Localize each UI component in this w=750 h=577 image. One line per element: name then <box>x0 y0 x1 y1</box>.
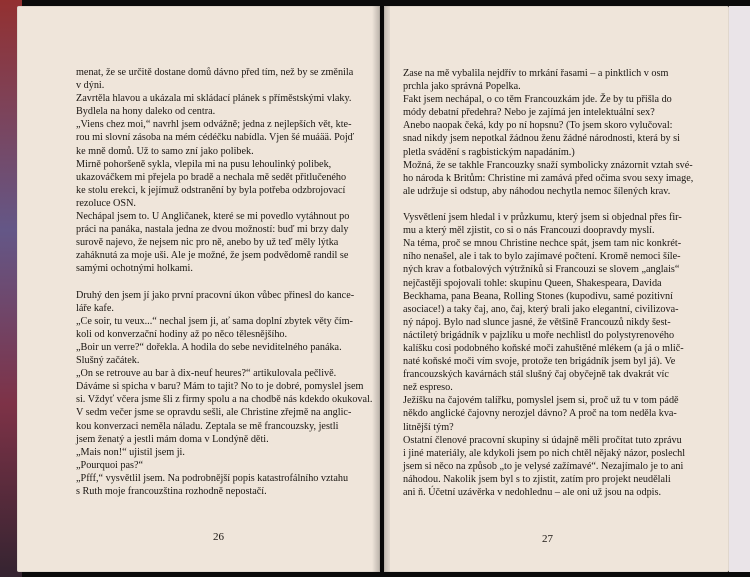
text-line: ho národa k Britům: Christine mi zamává před očima svou sexy image, <box>403 172 694 184</box>
right-page-text <box>403 67 694 499</box>
text-line: mu a který měl zjistit, co si o nás Francouzi doopravdy myslí. <box>403 225 655 237</box>
text-line: surově najevo, že nejsem nic pro ně, anebo by už teď měly lýtka <box>76 237 339 249</box>
text-line: „On se retrouve au bar à dix-neuf heures?“ artikulovala pečlivě. <box>76 368 337 380</box>
text-line: Vysvětlení jsem hledal i v průzkumu, který jsem si objednal přes fir- <box>403 212 682 224</box>
text-line: rou mi slovní zásoba na mém cédéčku nabídla. Vjen šé muáää. Pojď <box>76 132 355 144</box>
text-line: koli od konverzační hodiny až po něco tělesnějšího. <box>76 328 288 340</box>
text-line: ný nápoj. Bylo nad slunce jasné, že většině Francouzů nikdy šest- <box>403 316 671 328</box>
text-line: Mirně pohoršeně sykla, vlepila mi na pusu lehoulinký polibek, <box>76 158 332 170</box>
text-line: i jiné materiály, ale kdykoli jsem po nich chtěl nějaký názor, poslechl <box>403 447 686 459</box>
text-line: ke mně domů. Už to samo zní jako polibek. <box>76 145 254 157</box>
text-line: „Boir un verre?“ dořekla. A hodila do sebe neviditelného panáka. <box>76 341 342 353</box>
text-line: ani ň. Účetní uzávěrka v nedohlednu – ale oni už jsou na odpis. <box>403 487 662 498</box>
text-line: Bydlela na hony daleko od centra. <box>76 106 216 118</box>
left-page-number: 26 <box>213 531 224 543</box>
text-line: menat, že se určitě dostane domů dávno před tím, než by se změnila <box>76 67 354 78</box>
text-line: kou konverzaci neměla náladu. Zeptala se mě francouzsky, jestli <box>76 420 339 432</box>
text-line: Zase na mě vybalila nejdřív to mrkání řasami – a pinktlich v osm <box>403 68 669 79</box>
text-line: V sedm večer jsme se opravdu sešli, ale Christine zřejmě na anglic- <box>76 407 352 419</box>
text-line: ných krav a fotbalových výtržníků si Francouzi se slovem „anglais“ <box>403 264 680 276</box>
text-line: „Viens chez moi,“ navrhl jsem odvážně; jedna z nejlepších vět, kte- <box>76 119 352 131</box>
text-line: „Pfff,“ vysvětlil jsem. Na podrobnější popis katastrofálního vztahu <box>76 472 349 484</box>
text-line: než espreso. <box>403 382 453 394</box>
text-line: naté koňské moči vím svoje, protože ten brigádník jsem byl já). Ve <box>403 356 676 368</box>
left-page-text <box>76 66 373 498</box>
text-line: asociace!) a taky čaj, ano, čaj, který brali jako elegantní, civilizova- <box>403 303 679 315</box>
text-line: litnější tým? <box>403 421 454 433</box>
text-line: Zavrtěla hlavou a ukázala mi skládací plánek s příměstskými vlaky. <box>76 93 352 105</box>
text-line <box>76 276 368 289</box>
text-line: jsem si něco na způsob „to je velysé zažímavé“. Nezajímalo je to ani <box>403 460 684 472</box>
text-line: jsem ženatý a jestli mám doma v Londýně děti. <box>76 433 269 445</box>
text-line: Slušný začátek. <box>76 355 140 367</box>
text-line: v dýni. <box>76 80 105 92</box>
text-line <box>403 198 685 211</box>
text-line: samými ochotnými holkami. <box>76 263 193 275</box>
text-line: francouzských kavárnách stál slušný čaj obyčejně tak dvakrát víc <box>403 369 669 381</box>
text-line: láře kafe. <box>76 302 114 314</box>
text-line: Druhý den jsem jí jako první pracovní úkon vůbec přinesl do kance- <box>76 289 355 301</box>
text-line: Beckhama, pana Beana, Rolling Stones (kupodivu, samé pozitivní <box>403 290 673 302</box>
text-line: práci na panáka, nastala jedna ze dvou možností: buď mi brzy daly <box>76 224 349 236</box>
text-line: kalíšku cosi podobného koňské moči zahuštěné mlékem (a já o mlič- <box>403 342 684 354</box>
text-line: ukazováčkem mi přejela po bradě a nechala mě sedět přitlučeného <box>76 171 347 183</box>
text-line: nejčastěji spojovali tohle: skupinu Queen, Shakespeara, Davida <box>403 277 662 289</box>
text-line: Na téma, proč se mnou Christine nechce spát, jsem tam nic konkrét- <box>403 238 682 250</box>
text-line: si. Vždyť včera jsme šli z firmy spolu a na chodbě nás kdekdo okukoval. <box>76 394 373 406</box>
text-line: „Mais non!“ ujistil jsem ji. <box>76 446 185 458</box>
right-page-number: 27 <box>542 533 553 545</box>
text-line: Fakt jsem nechápal, o co těm Francouzkám jde. Že by tu přišla do <box>403 94 672 106</box>
text-line: „Pourquoi pas?“ <box>76 459 144 471</box>
text-line: Možná, že se takhle Francouzky snaží symbolicky znázornit vztah své- <box>403 159 693 171</box>
text-line: náhodou. Nakolik jsem byl s to zjistit, zatím pro projekt neudělali <box>403 473 671 485</box>
text-line: ale udržuje si odstup, aby náhodou nechytla nemoc šílených krav. <box>403 185 671 197</box>
page-edges <box>729 6 750 572</box>
text-line: Ježíšku na čajovém talířku, pomyslel jsem si, proč už tu v tom pádě <box>403 395 679 407</box>
text-line: náctiletý brigádník v pajzlíku u moře nechlistl do polystyrenového <box>403 329 675 341</box>
book-gutter <box>372 6 390 572</box>
right-page <box>384 6 729 572</box>
text-line: ke stolu erekci, k jejímuž odstranění by byla potřeba odzbrojovací <box>76 184 346 196</box>
text-line: rezoluce OSN. <box>76 197 136 209</box>
text-line: Anebo naopak čeká, kdy po ní hopsnu? (To jsem skoro vylučoval: <box>403 120 673 132</box>
text-line: prchla jako správná Popelka. <box>403 81 521 93</box>
text-line: snad nikdy jsem nepotkal žádnou ženu žádné národnosti, která by si <box>403 133 680 145</box>
text-line: Ostatní členové pracovní skupiny si údajně měli pročítat tuto zprávu <box>403 434 682 446</box>
text-line: módy debatní předehra? Nebo je zajímá jen intelektuální sex? <box>403 107 655 119</box>
text-line: Dáváme si spicha v baru? Mám to tajit? No to je dobré, pomyslel jsem <box>76 381 364 393</box>
text-line: zaháknutá za moje uši. Ale je možné, že jsem podvědomě randil se <box>76 250 349 262</box>
text-line: pletla svádění s ragbistickým napadáním.) <box>403 146 575 158</box>
text-line: Nechápal jsem to. U Angličanek, které se mi povedlo vytáhnout po <box>76 211 350 223</box>
text-line: „Ce soir, tu veux...“ nechal jsem ji, ať sama doplní zbytek věty čím- <box>76 315 353 327</box>
text-line: někdo anglické čajovny nerozjel dávno? A proč na tom neděla kva- <box>403 408 677 420</box>
text-line: s Ruth moje francouzština rozhodně nepostačí. <box>76 486 267 497</box>
left-page <box>17 6 380 572</box>
text-line: ního nenašel, ale i tak to bylo zajímavé počtení. Kromě nemoci šíle- <box>403 251 681 263</box>
